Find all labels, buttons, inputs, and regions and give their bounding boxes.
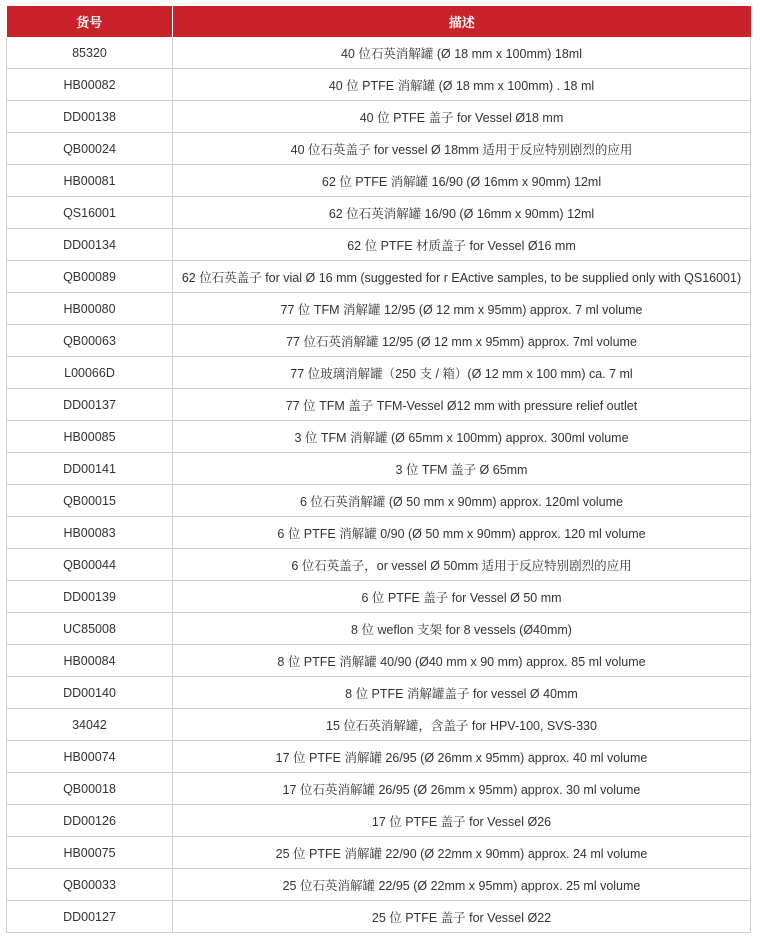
- product-code-cell: QB00089: [7, 261, 173, 293]
- product-code-cell: DD00140: [7, 677, 173, 709]
- product-description-cell: 15 位石英消解罐，含盖子 for HPV-100, SVS-330: [173, 709, 751, 741]
- product-code-cell: UC85008: [7, 613, 173, 645]
- product-description-cell: 17 位 PTFE 消解罐 26/95 (Ø 26mm x 95mm) approx. 40 ml volume: [173, 741, 751, 773]
- table-row: [7, 101, 751, 133]
- product-description-cell: 40 位石英消解罐 (Ø 18 mm x 100mm) 18ml: [173, 37, 751, 69]
- product-description-cell: 3 位 TFM 盖子 Ø 65mm: [173, 453, 751, 485]
- product-code-cell: HB00083: [7, 517, 173, 549]
- table-row: [7, 709, 751, 741]
- product-description-cell: 6 位 PTFE 盖子 for Vessel Ø 50 mm: [173, 581, 751, 613]
- product-code-cell: 85320: [7, 37, 173, 69]
- product-table: [6, 6, 751, 933]
- product-code-cell: HB00074: [7, 741, 173, 773]
- product-description-cell: 8 位 PTFE 消解罐 40/90 (Ø40 mm x 90 mm) approx. 85 ml volume: [173, 645, 751, 677]
- product-description-cell: 62 位石英盖子 for vial Ø 16 mm (suggested for r EActive samples, to be supplied only with QS16001): [173, 261, 751, 293]
- product-code-cell: DD00134: [7, 229, 173, 261]
- table-row: [7, 325, 751, 357]
- product-code-cell: QB00063: [7, 325, 173, 357]
- table-row: [7, 133, 751, 165]
- product-description-cell: 8 位 weflon 支架 for 8 vessels (Ø40mm): [173, 613, 751, 645]
- table-row: [7, 453, 751, 485]
- table-body: [7, 37, 751, 933]
- product-description-cell: 6 位 PTFE 消解罐 0/90 (Ø 50 mm x 90mm) approx. 120 ml volume: [173, 517, 751, 549]
- table-row: [7, 389, 751, 421]
- product-code-cell: 34042: [7, 709, 173, 741]
- product-description-cell: 77 位玻璃消解罐（250 支 / 箱）(Ø 12 mm x 100 mm) ca. 7 ml: [173, 357, 751, 389]
- product-code-cell: QB00015: [7, 485, 173, 517]
- table-row: [7, 549, 751, 581]
- product-code-cell: HB00080: [7, 293, 173, 325]
- product-description-cell: 40 位 PTFE 盖子 for Vessel Ø18 mm: [173, 101, 751, 133]
- table-header: [7, 6, 751, 37]
- product-description-cell: 6 位石英消解罐 (Ø 50 mm x 90mm) approx. 120ml volume: [173, 485, 751, 517]
- product-code-cell: HB00085: [7, 421, 173, 453]
- table-row: [7, 581, 751, 613]
- product-description-cell: 8 位 PTFE 消解罐盖子 for vessel Ø 40mm: [173, 677, 751, 709]
- product-description-cell: 17 位 PTFE 盖子 for Vessel Ø26: [173, 805, 751, 837]
- table-row: [7, 261, 751, 293]
- product-code-cell: DD00141: [7, 453, 173, 485]
- product-description-cell: 17 位石英消解罐 26/95 (Ø 26mm x 95mm) approx. 30 ml volume: [173, 773, 751, 805]
- product-code-cell: HB00075: [7, 837, 173, 869]
- table-row: [7, 421, 751, 453]
- product-description-cell: 40 位石英盖子 for vessel Ø 18mm 适用于反应特别剧烈的应用: [173, 133, 751, 165]
- product-description-cell: 62 位 PTFE 材质盖子 for Vessel Ø16 mm: [173, 229, 751, 261]
- product-description-cell: 62 位 PTFE 消解罐 16/90 (Ø 16mm x 90mm) 12ml: [173, 165, 751, 197]
- table-row: [7, 165, 751, 197]
- product-description-cell: 77 位 TFM 盖子 TFM-Vessel Ø12 mm with pressure relief outlet: [173, 389, 751, 421]
- table-row: [7, 69, 751, 101]
- table-row: [7, 869, 751, 901]
- product-code-cell: HB00081: [7, 165, 173, 197]
- product-code-cell: QB00018: [7, 773, 173, 805]
- product-code-cell: QS16001: [7, 197, 173, 229]
- table-row: [7, 613, 751, 645]
- product-code-cell: HB00082: [7, 69, 173, 101]
- product-description-cell: 3 位 TFM 消解罐 (Ø 65mm x 100mm) approx. 300ml volume: [173, 421, 751, 453]
- product-code-cell: QB00033: [7, 869, 173, 901]
- product-code-cell: DD00137: [7, 389, 173, 421]
- table-row: [7, 773, 751, 805]
- table-row: [7, 517, 751, 549]
- table-row: [7, 197, 751, 229]
- product-code-cell: DD00138: [7, 101, 173, 133]
- column-header-description: 描述: [173, 6, 751, 37]
- product-code-cell: HB00084: [7, 645, 173, 677]
- product-code-cell: DD00126: [7, 805, 173, 837]
- product-code-cell: QB00044: [7, 549, 173, 581]
- product-description-cell: 40 位 PTFE 消解罐 (Ø 18 mm x 100mm) . 18 ml: [173, 69, 751, 101]
- product-description-cell: 25 位 PTFE 盖子 for Vessel Ø22: [173, 901, 751, 933]
- product-code-cell: DD00139: [7, 581, 173, 613]
- product-description-cell: 25 位 PTFE 消解罐 22/90 (Ø 22mm x 90mm) approx. 24 ml volume: [173, 837, 751, 869]
- table-row: [7, 901, 751, 933]
- product-description-cell: 62 位石英消解罐 16/90 (Ø 16mm x 90mm) 12ml: [173, 197, 751, 229]
- header-row: [7, 6, 751, 37]
- product-code-cell: DD00127: [7, 901, 173, 933]
- product-description-cell: 77 位石英消解罐 12/95 (Ø 12 mm x 95mm) approx. 7ml volume: [173, 325, 751, 357]
- product-code-cell: L00066D: [7, 357, 173, 389]
- column-header-code: 货号: [7, 6, 173, 37]
- table-row: [7, 837, 751, 869]
- table-row: [7, 229, 751, 261]
- product-table-container: [6, 6, 750, 933]
- product-description-cell: 6 位石英盖子，or vessel Ø 50mm 适用于反应特别剧烈的应用: [173, 549, 751, 581]
- table-row: [7, 677, 751, 709]
- table-row: [7, 37, 751, 69]
- table-row: [7, 741, 751, 773]
- table-row: [7, 645, 751, 677]
- product-description-cell: 77 位 TFM 消解罐 12/95 (Ø 12 mm x 95mm) approx. 7 ml volume: [173, 293, 751, 325]
- product-description-cell: 25 位石英消解罐 22/95 (Ø 22mm x 95mm) approx. 25 ml volume: [173, 869, 751, 901]
- table-row: [7, 805, 751, 837]
- table-row: [7, 357, 751, 389]
- table-row: [7, 293, 751, 325]
- table-row: [7, 485, 751, 517]
- product-code-cell: QB00024: [7, 133, 173, 165]
